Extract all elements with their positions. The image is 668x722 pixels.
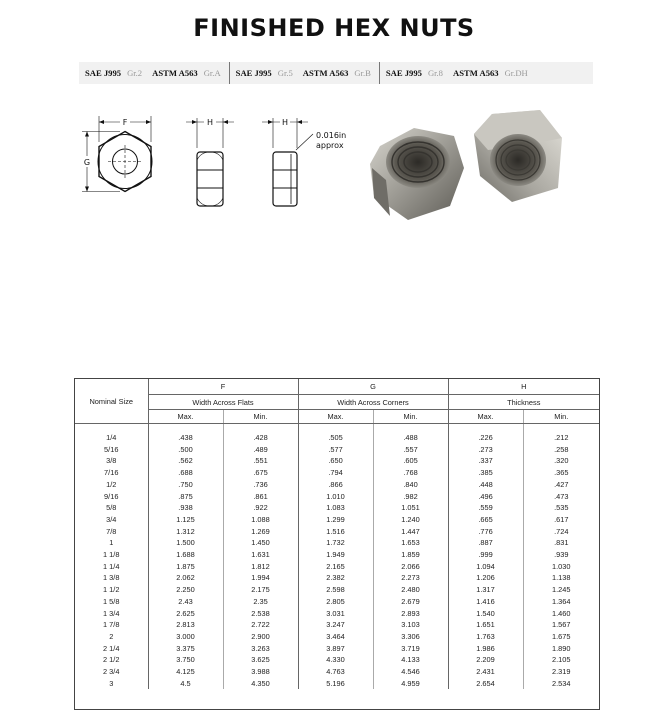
table-row [75, 619, 599, 631]
dimension-cell: 3.719 [373, 643, 448, 655]
nominal-size-cell: 2 1/2 [75, 654, 148, 666]
max-header: Max. [448, 410, 523, 424]
nominal-size-cell: 9/16 [75, 491, 148, 503]
nominal-size-cell: 1 7/8 [75, 619, 148, 631]
dimension-cell: .337 [448, 455, 523, 467]
dimension-cell: .500 [178, 444, 193, 454]
dimension-cell: 1.094 [448, 561, 523, 573]
dimension-cell: 4.330 [298, 654, 373, 666]
dimension-cell: 3.897 [298, 643, 373, 655]
dimension-cell: 1.675 [523, 631, 599, 643]
dimension-cell: .505 [298, 432, 373, 444]
nominal-size-cell: 1 5/8 [75, 596, 148, 608]
dimension-cell: .427 [523, 479, 599, 491]
dimension-cell: .365 [523, 467, 599, 479]
spec-standard: ASTM A563 [152, 68, 198, 78]
dimension-cell: 1.206 [448, 572, 523, 584]
dimension-cell: 1.875 [176, 561, 195, 571]
dimension-cell: .939 [523, 549, 599, 561]
dimension-cell: .488 [373, 432, 448, 444]
min-header: Min. [373, 410, 448, 424]
table-row [75, 631, 599, 643]
dimension-cell: .212 [523, 432, 599, 444]
dimension-cell: 2.900 [223, 631, 298, 643]
table-row [75, 643, 599, 655]
dimension-cell: 4.959 [373, 678, 448, 690]
dimension-cell: .551 [223, 455, 298, 467]
dimension-cell: .922 [223, 502, 298, 514]
dimension-cell: .577 [298, 444, 373, 456]
dimension-cell: 2.722 [223, 619, 298, 631]
table-row [75, 654, 599, 666]
dimension-cell: 1.763 [448, 631, 523, 643]
dimension-cell: .831 [523, 537, 599, 549]
group-letter-header: G [298, 379, 448, 395]
dimension-cell: .496 [448, 491, 523, 503]
spec-group [379, 62, 536, 84]
dimension-cell: 2.319 [523, 666, 599, 678]
dimension-cell: 1.949 [298, 549, 373, 561]
nominal-size-cell: 3/8 [75, 455, 148, 467]
dimension-cell: 1.732 [298, 537, 373, 549]
dimension-cell: 4.133 [373, 654, 448, 666]
dimension-cell: 3.625 [223, 654, 298, 666]
group-letter-header: F [148, 379, 298, 395]
dimension-cell: 1.688 [176, 550, 195, 560]
dimension-cell: 3.464 [298, 631, 373, 643]
dimension-cell: .473 [523, 491, 599, 503]
group-name-header: Width Across Corners [298, 395, 448, 410]
dimension-cell: .258 [523, 444, 599, 456]
dimension-cell: 1.138 [523, 572, 599, 584]
nominal-size-cell: 1/2 [75, 479, 148, 491]
washer-face-note: 0.016in [316, 131, 347, 140]
dimension-cell: 4.350 [223, 678, 298, 690]
spec-bar [79, 62, 593, 84]
spec-grade: Gr.DH [504, 68, 528, 78]
nominal-size-cell: 5/8 [75, 502, 148, 514]
dimension-cell: 1.125 [176, 514, 195, 524]
dimension-cell: .938 [178, 503, 193, 513]
dimension-cell: 2.538 [223, 608, 298, 620]
dimension-cell: 1.010 [298, 491, 373, 503]
dimension-cell: .489 [223, 444, 298, 456]
dimension-cell: .438 [178, 433, 193, 442]
dimension-cell: 2.209 [448, 654, 523, 666]
dimension-cell: 2.382 [298, 572, 373, 584]
nominal-size-cell: 7/8 [75, 526, 148, 538]
dimension-cell: 1.516 [298, 526, 373, 538]
dimension-cell: 2.534 [523, 678, 599, 690]
dimension-cell: 2.35 [223, 596, 298, 608]
table-row [75, 432, 599, 444]
dimension-cell: 1.812 [223, 561, 298, 573]
nominal-size-cell: 1 3/8 [75, 572, 148, 584]
max-header: Max. [298, 410, 373, 424]
hex-nuts-photo [362, 106, 574, 226]
dimension-cell: 2.654 [448, 678, 523, 690]
dimension-cell: 1.986 [448, 643, 523, 655]
dimension-cell: 2.273 [373, 572, 448, 584]
group-name-header: Width Across Flats [148, 395, 298, 410]
table-row [75, 608, 599, 620]
table-row [75, 502, 599, 514]
dimension-cell: 1.500 [176, 538, 195, 548]
dimension-cell: .982 [373, 491, 448, 503]
dimension-cell: 1.450 [223, 537, 298, 549]
table-row [75, 549, 599, 561]
dimension-cell: 3.031 [298, 608, 373, 620]
dimension-cell: .557 [373, 444, 448, 456]
dimension-cell: 1.447 [373, 526, 448, 538]
table-row [75, 514, 599, 526]
dimension-cell: .750 [178, 479, 193, 489]
dimension-cell: 1.312 [176, 526, 195, 536]
dimension-cell: 1.567 [523, 619, 599, 631]
table-row [75, 584, 599, 596]
nominal-size-cell: 5/16 [75, 444, 148, 456]
dimension-cell: 1.364 [523, 596, 599, 608]
dimension-cell: 1.460 [523, 608, 599, 620]
table-row [75, 666, 599, 678]
table-row [75, 444, 599, 456]
table-row [75, 455, 599, 467]
dimension-cell: .840 [373, 479, 448, 491]
dimension-label-h: H [206, 118, 214, 127]
dimension-cell: 3.988 [223, 666, 298, 678]
spec-grade: Gr.2 [127, 68, 143, 78]
nominal-size-cell: 1 1/2 [75, 584, 148, 596]
dimension-cell: 1.088 [223, 514, 298, 526]
dimension-cell: 1.083 [298, 502, 373, 514]
dimension-cell: .999 [448, 549, 523, 561]
dimension-cell: 1.890 [523, 643, 599, 655]
dimension-cell: .226 [448, 432, 523, 444]
dimension-cell: .675 [223, 467, 298, 479]
dimension-cell: 2.105 [523, 654, 599, 666]
table-row [75, 479, 599, 491]
dimensions-table-container [74, 378, 600, 710]
dimension-cell: 1.030 [523, 561, 599, 573]
nominal-size-cell: 1 3/4 [75, 608, 148, 620]
dimension-cell: 2.165 [298, 561, 373, 573]
side-view-nut [197, 152, 223, 206]
dimension-cell: 2.066 [373, 561, 448, 573]
min-header: Min. [223, 410, 298, 424]
dimension-cell: 2.625 [176, 608, 195, 618]
dimension-cell: .768 [373, 467, 448, 479]
spec-grade: Gr.A [203, 68, 221, 78]
dimension-cell: 1.240 [373, 514, 448, 526]
nominal-size-cell: 1 1/4 [75, 561, 148, 573]
dimension-cell: 1.245 [523, 584, 599, 596]
dimension-cell: .428 [223, 432, 298, 444]
dimension-cell: 1.994 [223, 572, 298, 584]
dimension-cell: 1.416 [448, 596, 523, 608]
nominal-size-header: Nominal Size [75, 379, 148, 424]
dimension-cell: 2.43 [178, 596, 193, 606]
dimension-cell: 1.317 [448, 584, 523, 596]
dimension-cell: 4.125 [176, 667, 195, 677]
nominal-size-cell: 3 [75, 678, 148, 690]
dimension-cell: .448 [448, 479, 523, 491]
dimension-cell: 2.805 [298, 596, 373, 608]
spec-standard: SAE J995 [385, 68, 422, 78]
spec-group [229, 62, 379, 84]
dimension-cell: 3.000 [176, 631, 195, 641]
dimension-cell: 2.062 [176, 573, 195, 583]
group-letter-header: H [448, 379, 599, 395]
dimension-cell: .535 [523, 502, 599, 514]
side-view-washer-face-nut [273, 152, 297, 206]
dimension-cell: .724 [523, 526, 599, 538]
group-name-header: Thickness [448, 395, 599, 410]
dimension-cell: 3.306 [373, 631, 448, 643]
dimension-cell: 3.263 [223, 643, 298, 655]
nominal-size-cell: 1 [75, 537, 148, 549]
dimension-cell: .887 [448, 537, 523, 549]
dimension-cell: 1.540 [448, 608, 523, 620]
dimension-cell: 4.5 [180, 678, 191, 688]
dimension-cell: 3.247 [298, 619, 373, 631]
dimension-cell: 2.250 [176, 585, 195, 595]
dimension-cell: .866 [298, 479, 373, 491]
max-header: Max. [148, 410, 223, 424]
table-row [75, 491, 599, 503]
dimension-cell: 2.598 [298, 584, 373, 596]
dimension-cell: 1.859 [373, 549, 448, 561]
spec-grade: Gr.B [354, 68, 371, 78]
dimensions-table [75, 379, 599, 689]
dimension-cell: 2.893 [373, 608, 448, 620]
dimension-cell: .875 [178, 491, 193, 501]
spec-grade: Gr.8 [427, 68, 443, 78]
dimension-cell: .320 [523, 455, 599, 467]
nominal-size-cell: 2 1/4 [75, 643, 148, 655]
dimension-cell: .665 [448, 514, 523, 526]
dimension-cell: 1.299 [298, 514, 373, 526]
dimension-cell: .736 [223, 479, 298, 491]
dimension-cell: 2.431 [448, 666, 523, 678]
dimension-cell: 3.103 [373, 619, 448, 631]
dimension-cell: 3.375 [176, 643, 195, 653]
dimension-cell: 2.480 [373, 584, 448, 596]
dimension-cell: 1.651 [448, 619, 523, 631]
dimension-cell: .794 [298, 467, 373, 479]
nominal-size-cell: 2 [75, 631, 148, 643]
table-row [75, 537, 599, 549]
nominal-size-cell: 7/16 [75, 467, 148, 479]
dimension-cell: 1.051 [373, 502, 448, 514]
table-row [75, 596, 599, 608]
dimension-cell: 2.813 [176, 620, 195, 630]
dimension-cell: 2.679 [373, 596, 448, 608]
dimension-cell: .273 [448, 444, 523, 456]
spec-standard: ASTM A563 [452, 68, 499, 78]
nominal-size-cell: 1/4 [75, 432, 148, 444]
dimension-cell: .776 [448, 526, 523, 538]
dimension-label-h: H [281, 118, 289, 127]
dimension-cell: .861 [223, 491, 298, 503]
spec-grade: Gr.5 [277, 68, 293, 78]
page-title: FINISHED HEX NUTS [193, 14, 475, 42]
dimensions-table-body [75, 432, 599, 689]
dimension-cell: 4.763 [298, 666, 373, 678]
dimension-cell: 5.196 [298, 678, 373, 690]
dimension-cell: 1.269 [223, 526, 298, 538]
dimension-cell: 4.546 [373, 666, 448, 678]
table-row [75, 561, 599, 573]
table-row [75, 572, 599, 584]
dimension-cell: 1.653 [373, 537, 448, 549]
dimension-cell: .688 [178, 468, 193, 478]
nominal-size-cell: 2 3/4 [75, 666, 148, 678]
dimension-cell: .385 [448, 467, 523, 479]
table-row [75, 467, 599, 479]
nominal-size-cell: 3/4 [75, 514, 148, 526]
dimension-cell: 2.175 [223, 584, 298, 596]
dimension-label-g: G [83, 158, 91, 167]
washer-face-note: approx [316, 141, 344, 150]
dimension-cell: .617 [523, 514, 599, 526]
table-row [75, 526, 599, 538]
hex-nut-dimension-drawings [70, 108, 370, 218]
spec-standard: ASTM A563 [302, 68, 349, 78]
dimension-cell: 1.631 [223, 549, 298, 561]
spec-standard: SAE J995 [235, 68, 272, 78]
min-header: Min. [523, 410, 599, 424]
dimension-cell: .605 [373, 455, 448, 467]
spec-group [79, 62, 229, 84]
table-row [75, 678, 599, 690]
dimension-cell: .559 [448, 502, 523, 514]
spec-standard: SAE J995 [85, 68, 122, 78]
dimension-cell: 3.750 [176, 655, 195, 665]
dimension-cell: .650 [298, 455, 373, 467]
dimension-cell: .562 [178, 456, 193, 466]
dimension-label-f: F [122, 118, 128, 127]
nominal-size-cell: 1 1/8 [75, 549, 148, 561]
